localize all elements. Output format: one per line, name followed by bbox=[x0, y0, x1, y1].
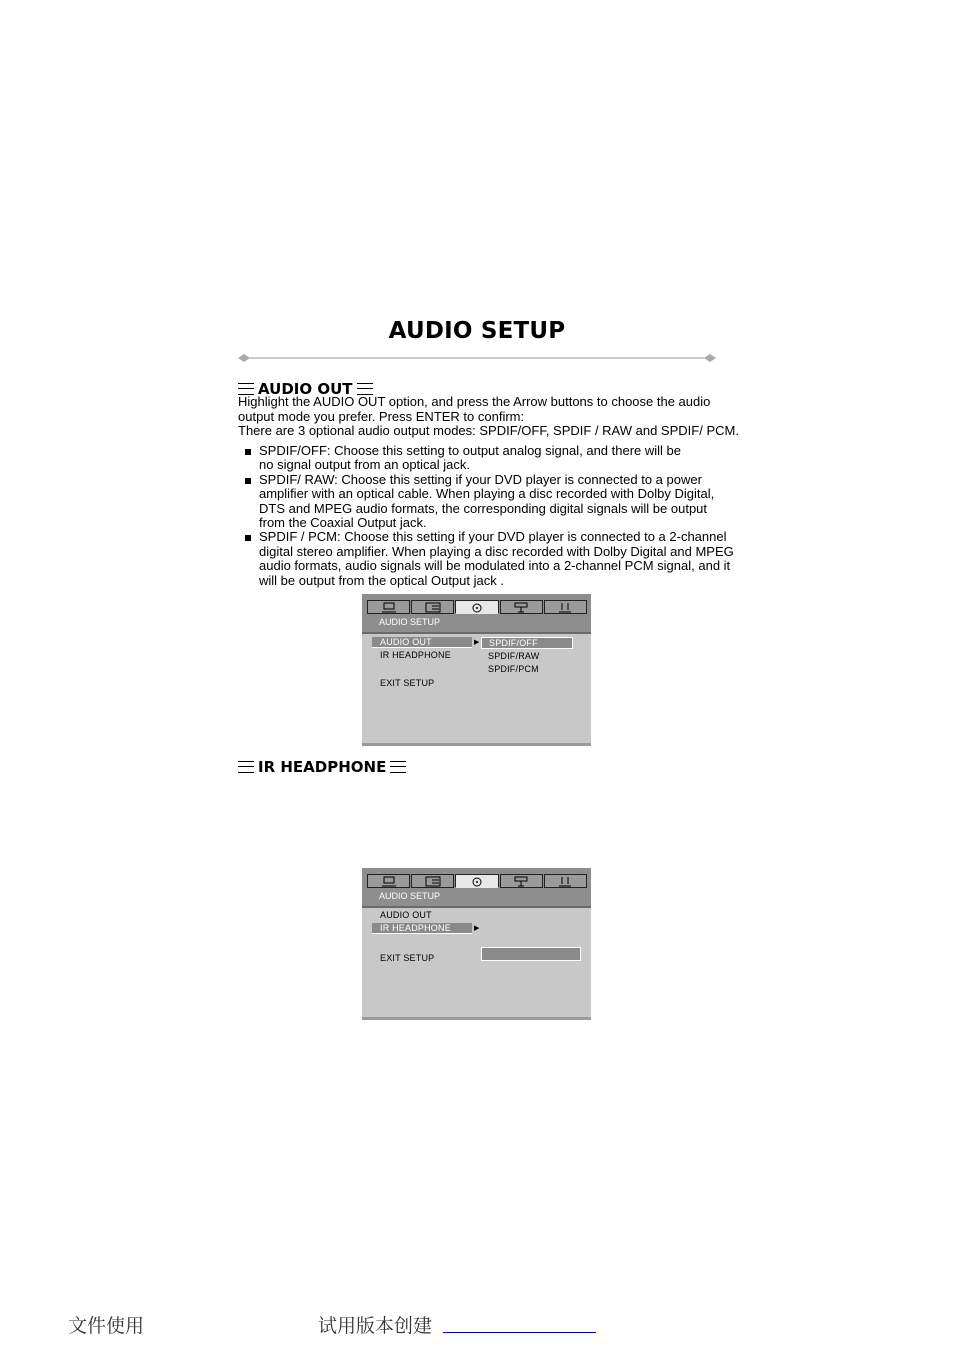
arrow-right-icon: ▶ bbox=[474, 925, 480, 932]
language-icon bbox=[425, 876, 441, 887]
menu-item-ir-headphone[interactable]: IR HEADPHONE bbox=[380, 650, 451, 660]
list-item: SPDIF/ RAW: Choose this setting if your DVD player is connected to a power amplifier with an optical cable. When playing a disc recorded with Dolby Digital, DTS and MPEG audio formats, the corresponding digital signals will be output from the Coaxial Output jack. bbox=[245, 473, 721, 531]
tab-audio[interactable] bbox=[455, 874, 498, 888]
arrow-right-icon: ▶ bbox=[474, 639, 480, 646]
page-title: AUDIO SETUP bbox=[388, 318, 566, 344]
preference-icon bbox=[557, 876, 573, 887]
osd-tab-bar bbox=[362, 594, 591, 634]
intro-line: There are 3 optional audio output modes: SPDIF/OFF, SPDIF / RAW and SPDIF/ PCM. bbox=[238, 423, 739, 438]
footer-left-text: 文件使用 bbox=[68, 1315, 145, 1337]
menu-item-exit-setup[interactable]: EXIT SETUP bbox=[380, 953, 435, 963]
osd-screen-audio-out bbox=[362, 594, 591, 746]
heading-lines-icon bbox=[238, 761, 254, 773]
menu-item-audio-out[interactable]: AUDIO OUT bbox=[380, 910, 432, 920]
section-heading-label: AUDIO OUT bbox=[258, 380, 353, 398]
video-icon bbox=[513, 876, 529, 887]
menu-item-ir-headphone[interactable]: IR HEADPHONE bbox=[372, 923, 472, 934]
list-item: SPDIF/OFF: Choose this setting to output analog signal, and there will be no signal output from an optical jack. bbox=[245, 444, 699, 473]
heading-lines-icon bbox=[390, 761, 406, 773]
option-spdif-raw[interactable]: SPDIF/RAW bbox=[488, 651, 540, 661]
osd-bottom-bar bbox=[362, 743, 591, 746]
language-icon bbox=[425, 602, 441, 613]
option-spdif-off[interactable]: SPDIF/OFF bbox=[481, 637, 573, 649]
menu-item-exit-setup[interactable]: EXIT SETUP bbox=[380, 678, 435, 688]
intro-line: Highlight the AUDIO OUT option, and press the Arrow buttons to choose the audio bbox=[238, 394, 711, 409]
monitor-icon bbox=[381, 602, 397, 613]
tab-general[interactable] bbox=[367, 600, 410, 614]
mode-list bbox=[245, 444, 745, 588]
tab-general[interactable] bbox=[367, 874, 410, 888]
tab-language[interactable] bbox=[411, 874, 454, 888]
osd-title: AUDIO SETUP bbox=[379, 617, 441, 627]
tab-audio[interactable] bbox=[455, 600, 498, 614]
audio-icon bbox=[469, 602, 485, 613]
section-heading-label: IR HEADPHONE bbox=[258, 758, 387, 776]
section-heading-ir-headphone bbox=[238, 758, 406, 776]
tab-language[interactable] bbox=[411, 600, 454, 614]
footer-center-text: 试用版本创建 bbox=[318, 1315, 433, 1337]
intro-line: output mode you prefer. Press ENTER to confirm: bbox=[238, 408, 525, 424]
tab-preference[interactable] bbox=[544, 874, 587, 888]
tab-video[interactable] bbox=[500, 874, 543, 888]
footer-link[interactable] bbox=[443, 1332, 596, 1333]
tab-preference[interactable] bbox=[544, 600, 587, 614]
osd-tab-bar bbox=[362, 868, 591, 908]
tab-video[interactable] bbox=[500, 600, 543, 614]
video-icon bbox=[513, 602, 529, 613]
monitor-icon bbox=[381, 876, 397, 887]
intro-paragraph bbox=[238, 395, 758, 439]
osd-bottom-bar bbox=[362, 1017, 591, 1020]
osd-screen-ir-headphone bbox=[362, 868, 591, 1020]
audio-icon bbox=[469, 876, 485, 887]
preference-icon bbox=[557, 602, 573, 613]
osd-title: AUDIO SETUP bbox=[379, 891, 441, 901]
ir-headphone-option-box[interactable] bbox=[481, 947, 581, 961]
title-divider bbox=[238, 352, 716, 364]
option-spdif-pcm[interactable]: SPDIF/PCM bbox=[488, 664, 539, 674]
menu-item-audio-out[interactable]: AUDIO OUT bbox=[372, 637, 472, 648]
list-item: SPDIF / PCM: Choose this setting if your DVD player is connected to a 2-channel digital stereo amplifier. When playing a disc recorded with Dolby Digital and MPEG audio formats, audio signals will be modulated into a 2-channel PCM signal, and it will be output from the optical Output jack . bbox=[245, 530, 743, 588]
